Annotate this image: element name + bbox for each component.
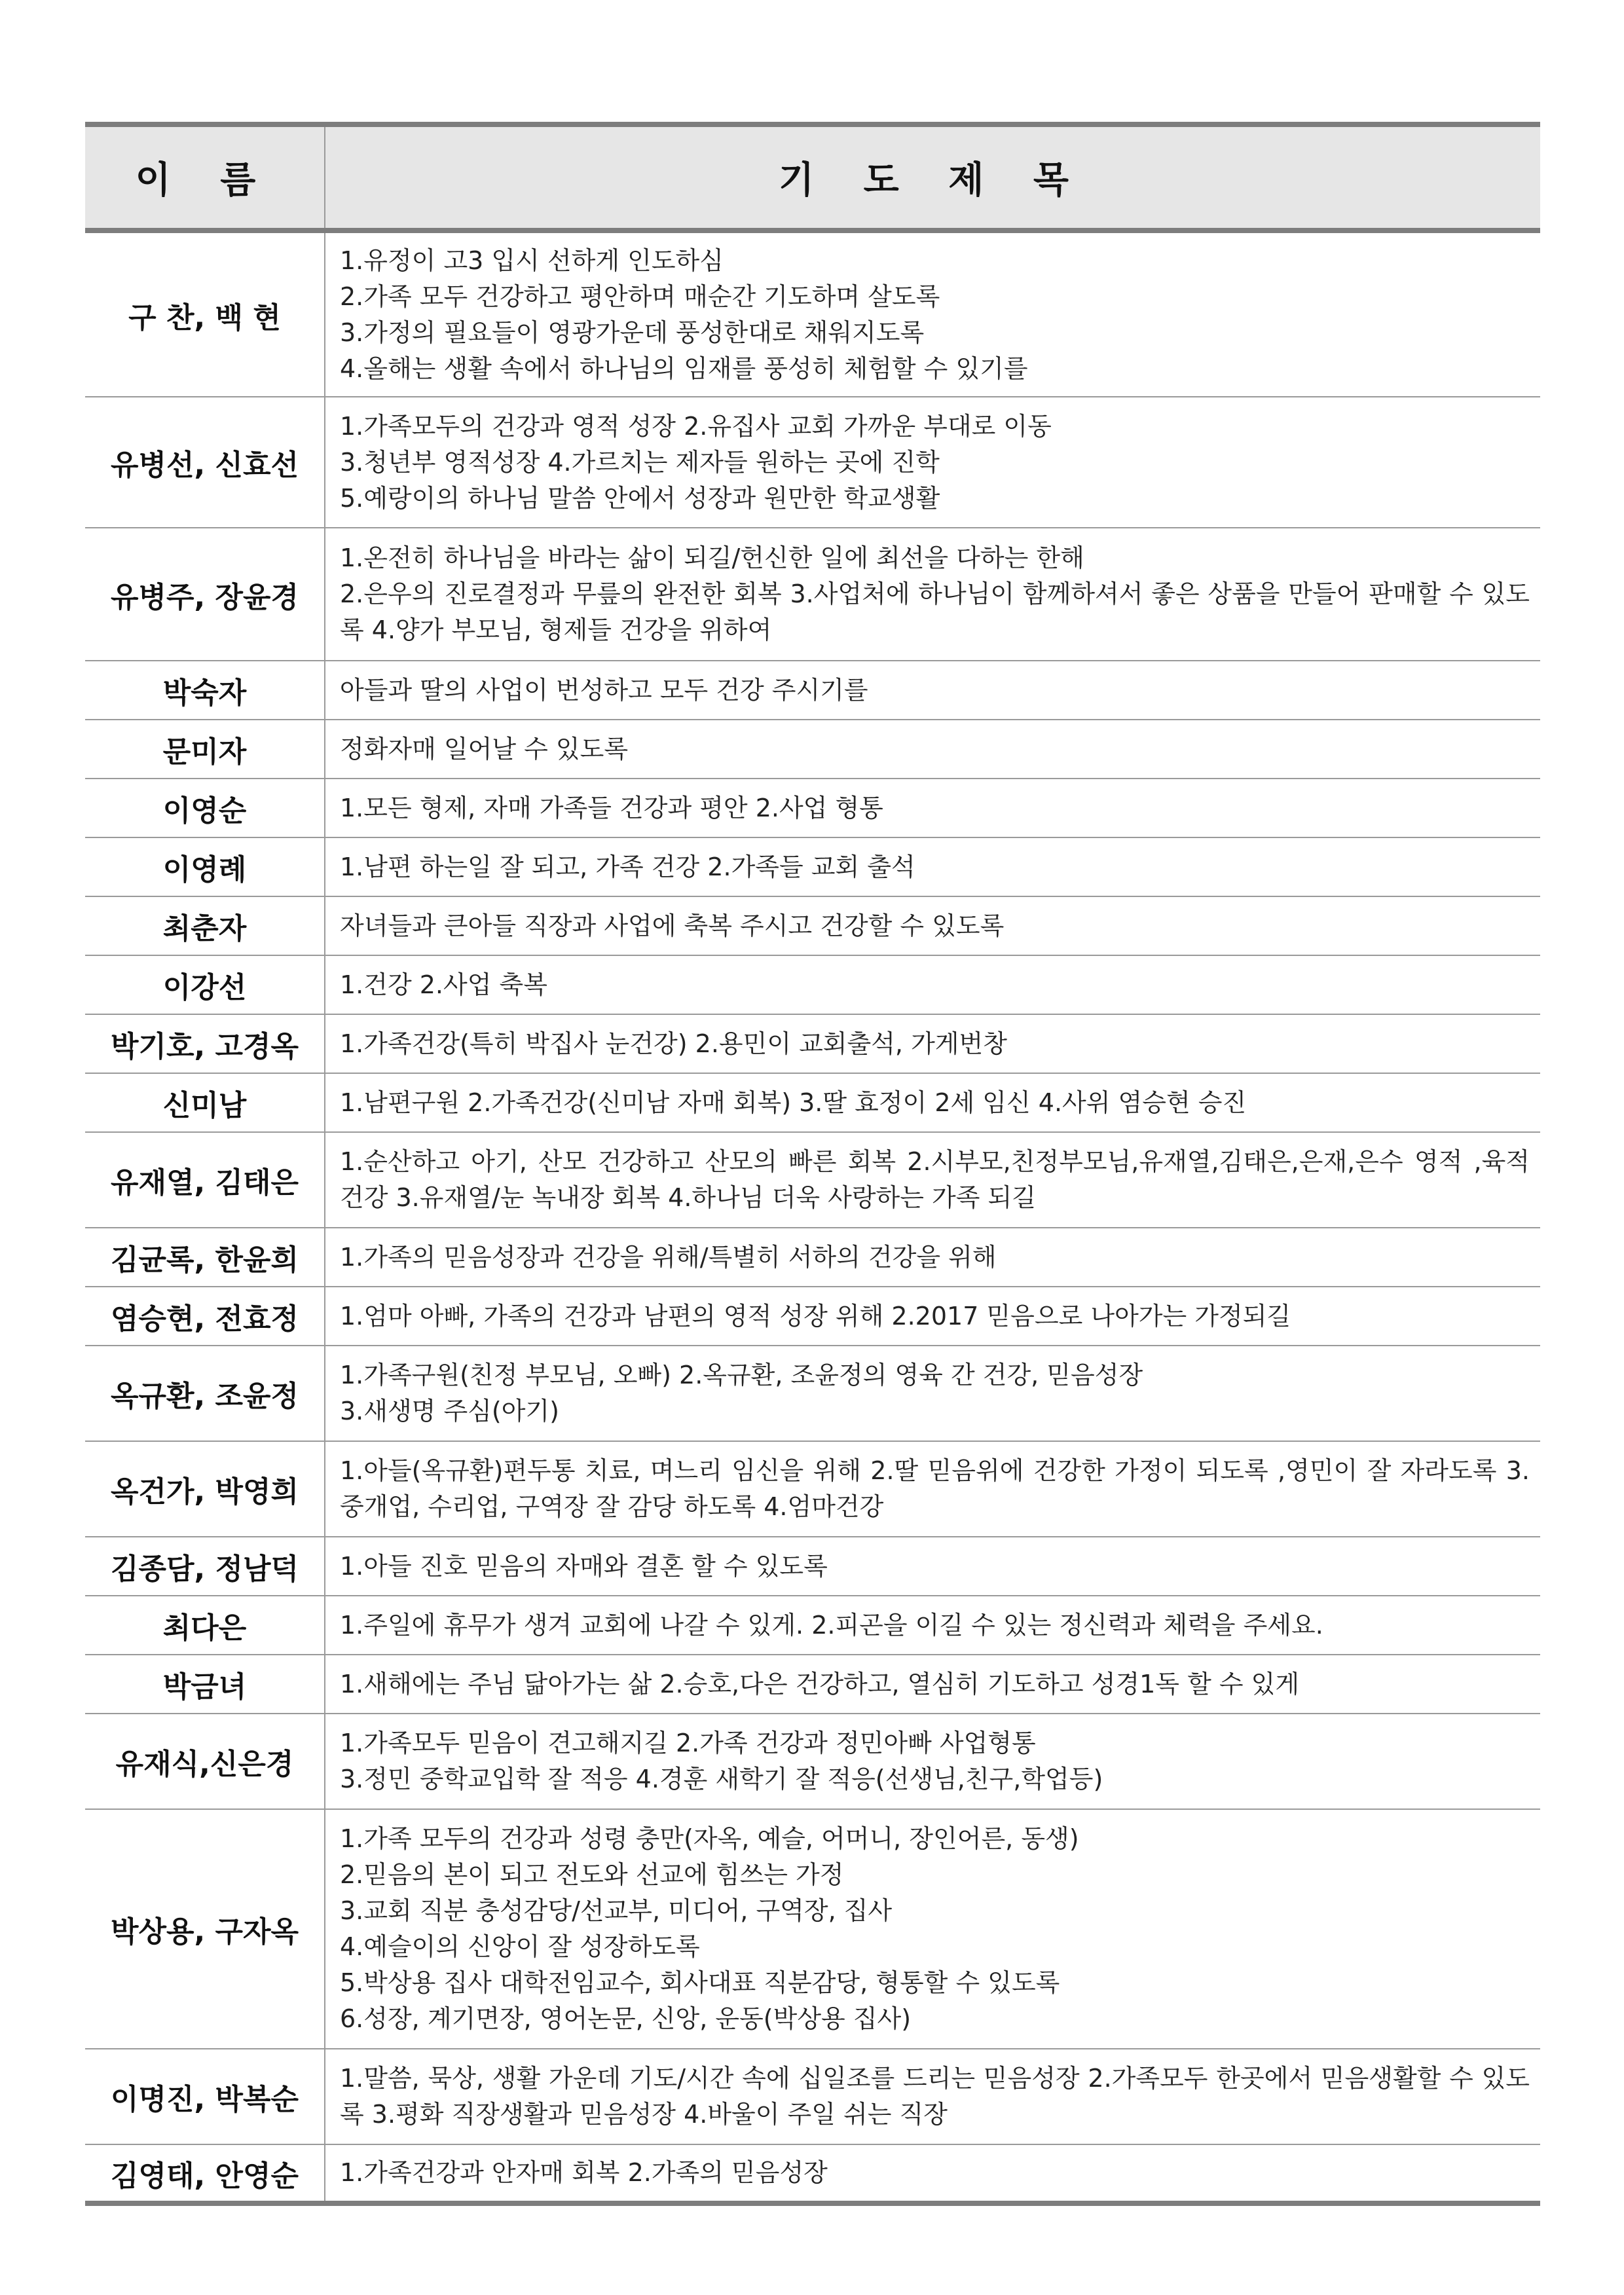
- member-name: 이영순: [85, 779, 325, 837]
- prayer-items: [325, 397, 1540, 528]
- prayer-line: 1.엄마 아빠, 가족의 건강과 남편의 영적 성장 위해 2.2017 믿음으로 나아가는 가정되길: [340, 1301, 1291, 1331]
- prayer-items: [325, 2144, 1540, 2203]
- member-name: 김균록, 한윤희: [85, 1228, 325, 1287]
- table-row: [85, 1287, 1540, 1346]
- prayer-items: [325, 1809, 1540, 2049]
- prayer-line: 3.교회 직분 충성감당/선교부, 미디어, 구역장, 집사: [340, 1896, 893, 1925]
- prayer-items: [325, 1714, 1540, 1809]
- prayer-line: 1.모든 형제, 자매 가족들 건강과 평안 2.사업 형통: [340, 793, 883, 822]
- table-row: [85, 1132, 1540, 1228]
- prayer-list-document: [85, 122, 1540, 2206]
- member-name: 박기호, 고경옥: [85, 1014, 325, 1073]
- table-row: [85, 1073, 1540, 1132]
- prayer-items: [325, 1132, 1540, 1228]
- prayer-line: 1.가족구원(친정 부모님, 오빠) 2.옥규환, 조윤정의 영육 간 건강, 믿음성장: [340, 1361, 1143, 1389]
- member-name: 구 찬, 백 현: [128, 301, 281, 335]
- prayer-line: 3.가정의 필요들이 영광가운데 풍성한대로 채워지도록: [340, 318, 925, 347]
- prayer-line: 4.올해는 생활 속에서 하나님의 임재를 풍성히 체험할 수 있기를: [340, 354, 1028, 383]
- prayer-table: [85, 122, 1540, 2206]
- prayer-line: 3.청년부 영적성장 4.가르치는 제자들 원하는 곳에 진학: [340, 447, 940, 477]
- member-name: 김종담, 정남덕: [85, 1537, 325, 1596]
- prayer-line: 1.가족모두 믿음이 견고해지길 2.가족 건강과 정민아빠 사업형통: [340, 1729, 1036, 1757]
- prayer-line: 아들과 딸의 사업이 번성하고 모두 건강 주시기를: [340, 675, 868, 705]
- table-row: [85, 1537, 1540, 1596]
- prayer-items: [325, 1014, 1540, 1073]
- prayer-line: 4.예슬이의 신앙이 잘 성장하도록: [340, 1932, 700, 1961]
- prayer-line: 3.정민 중학교입학 잘 적응 4.경훈 새학기 잘 적응(선생님,친구,학업등): [340, 1765, 1103, 1793]
- prayer-items: [325, 528, 1540, 661]
- prayer-line: 1.말씀, 묵상, 생활 가운데 기도/시간 속에 십일조를 드리는 믿음성장 2.가족모두 한곳에서 믿음생활할 수 있도록 3.평화 직장생활과 믿음성장 4.바울이 주일 쉬는 직장: [340, 2064, 1530, 2129]
- member-name: 유병주, 장윤경: [85, 528, 325, 661]
- prayer-line: 3.새생명 주심(아기): [340, 1397, 559, 1425]
- prayer-line: 2.은우의 진로결정과 무릎의 완전한 회복 3.사업처에 하나님이 함께하셔서 좋은 상품을 만들어 판매할 수 있도록 4.양가 부모님, 형제들 건강을 위하여: [340, 579, 1530, 644]
- member-name: 신미남: [85, 1073, 325, 1132]
- prayer-items: [325, 2049, 1540, 2144]
- table-header-row: [85, 124, 1540, 230]
- table-row: [85, 2144, 1540, 2203]
- prayer-items: [325, 896, 1540, 955]
- prayer-line: 5.예랑이의 하나님 말씀 안에서 성장과 원만한 학교생활: [340, 483, 940, 513]
- prayer-items: [325, 230, 1540, 397]
- table-row: [85, 528, 1540, 661]
- prayer-line: 1.남편구원 2.가족건강(신미남 자매 회복) 3.딸 효정이 2세 임신 4.사위 염승현 승진: [340, 1088, 1247, 1117]
- table-row: [85, 2049, 1540, 2144]
- prayer-line: 1.새해에는 주님 닮아가는 삶 2.승호,다은 건강하고, 열심히 기도하고 성경1독 할 수 있게: [340, 1669, 1300, 1698]
- prayer-line: 1.주일에 휴무가 생겨 교회에 나갈 수 있게. 2.피곤을 이길 수 있는 정신력과 체력을 주세요.: [340, 1610, 1323, 1640]
- prayer-items: [325, 837, 1540, 896]
- prayer-items: [325, 1346, 1540, 1441]
- member-name: 유재식,신은경: [85, 1714, 325, 1809]
- prayer-line: 정화자매 일어날 수 있도록: [340, 734, 629, 763]
- member-name: 옥건가, 박영희: [85, 1441, 325, 1537]
- prayer-items: [325, 661, 1540, 720]
- table-row: [85, 1714, 1540, 1809]
- member-name: 옥규환, 조윤정: [85, 1346, 325, 1441]
- prayer-items: [325, 1228, 1540, 1287]
- member-name: 최춘자: [85, 896, 325, 955]
- table-row: [85, 661, 1540, 720]
- member-name: 박숙자: [85, 661, 325, 720]
- prayer-items: [325, 720, 1540, 779]
- prayer-items: [325, 1537, 1540, 1596]
- member-name: 염승현, 전효정: [85, 1287, 325, 1346]
- member-name: 이명진, 박복순: [85, 2049, 325, 2144]
- member-name: 김영태, 안영순: [85, 2144, 325, 2203]
- prayer-items: [325, 1287, 1540, 1346]
- prayer-line: 1.아들(옥규환)편두통 치료, 며느리 임신을 위해 2.딸 믿음위에 건강한 가정이 되도록 ,영민이 잘 자라도록 3.중개업, 수리업, 구역장 잘 감당 하도록 4.엄마건강: [340, 1456, 1530, 1521]
- prayer-items: [325, 1441, 1540, 1537]
- prayer-line: 2.가족 모두 건강하고 평안하며 매순간 기도하며 살도록: [340, 282, 940, 311]
- table-row: [85, 955, 1540, 1014]
- prayer-line: 1.유정이 고3 입시 선하게 인도하심: [340, 246, 724, 275]
- member-name: 유재열, 김태은: [85, 1132, 325, 1228]
- prayer-line: 1.가족 모두의 건강과 성령 충만(자옥, 예슬, 어머니, 장인어른, 동생): [340, 1824, 1079, 1853]
- prayer-line: 1.순산하고 아기, 산모 건강하고 산모의 빠른 회복 2.시부모,친정부모님,유재열,김태은,은재,은수 영적 ,육적 건강 3.유재열/눈 녹내장 회복 4.하나님 더욱 사랑하는 가족 되길: [340, 1147, 1530, 1212]
- prayer-items: [325, 1655, 1540, 1714]
- table-row: [85, 1014, 1540, 1073]
- header-name: 이 름: [85, 124, 325, 230]
- table-row: [85, 720, 1540, 779]
- prayer-line: 6.성장, 계기면장, 영어논문, 신앙, 운동(박상용 집사): [340, 2004, 912, 2033]
- prayer-line: 1.남편 하는일 잘 되고, 가족 건강 2.가족들 교회 출석: [340, 852, 915, 881]
- prayer-items: [325, 1596, 1540, 1655]
- member-name: 최다은: [85, 1596, 325, 1655]
- table-row: [85, 1441, 1540, 1537]
- table-row: [85, 1228, 1540, 1287]
- prayer-items: [325, 955, 1540, 1014]
- prayer-items: [325, 1073, 1540, 1132]
- table-row: [85, 779, 1540, 837]
- prayer-line: 2.믿음의 본이 되고 전도와 선교에 힘쓰는 가정: [340, 1860, 844, 1889]
- prayer-line: 1.온전히 하나님을 바라는 삶이 되길/헌신한 일에 최선을 다하는 한해: [340, 543, 1084, 572]
- prayer-items: [325, 779, 1540, 837]
- table-row: [85, 896, 1540, 955]
- header-prayer: 기 도 제 목: [325, 124, 1540, 230]
- prayer-line: 1.가족건강(특히 박집사 눈건강) 2.용민이 교회출석, 가게번창: [340, 1029, 1007, 1058]
- prayer-line: 5.박상용 집사 대학전임교수, 회사대표 직분감당, 형통할 수 있도록: [340, 1968, 1060, 1997]
- table-row: [85, 1809, 1540, 2049]
- table-row: [85, 397, 1540, 528]
- table-row: [85, 837, 1540, 896]
- member-name: 이영례: [85, 837, 325, 896]
- member-name: 유병선, 신효선: [85, 397, 325, 528]
- table-row: [85, 1346, 1540, 1441]
- member-name: 박금녀: [85, 1655, 325, 1714]
- prayer-line: 1.건강 2.사업 축복: [340, 970, 547, 999]
- prayer-line: 1.가족건강과 안자매 회복 2.가족의 믿음성장: [340, 2158, 828, 2187]
- prayer-line: 1.가족모두의 건강과 영적 성장 2.유집사 교회 가까운 부대로 이동: [340, 411, 1052, 441]
- prayer-line: 자녀들과 큰아들 직장과 사업에 축복 주시고 건강할 수 있도록: [340, 911, 1005, 940]
- table-row: [85, 230, 1540, 397]
- table-row: [85, 1655, 1540, 1714]
- prayer-line: 1.아들 진호 믿음의 자매와 결혼 할 수 있도록: [340, 1551, 828, 1581]
- member-name: 문미자: [85, 720, 325, 779]
- member-name: 박상용, 구자옥: [85, 1809, 325, 2049]
- member-name: 이강선: [85, 955, 325, 1014]
- table-row: [85, 1596, 1540, 1655]
- prayer-line: 1.가족의 믿음성장과 건강을 위해/특별히 서하의 건강을 위해: [340, 1242, 997, 1272]
